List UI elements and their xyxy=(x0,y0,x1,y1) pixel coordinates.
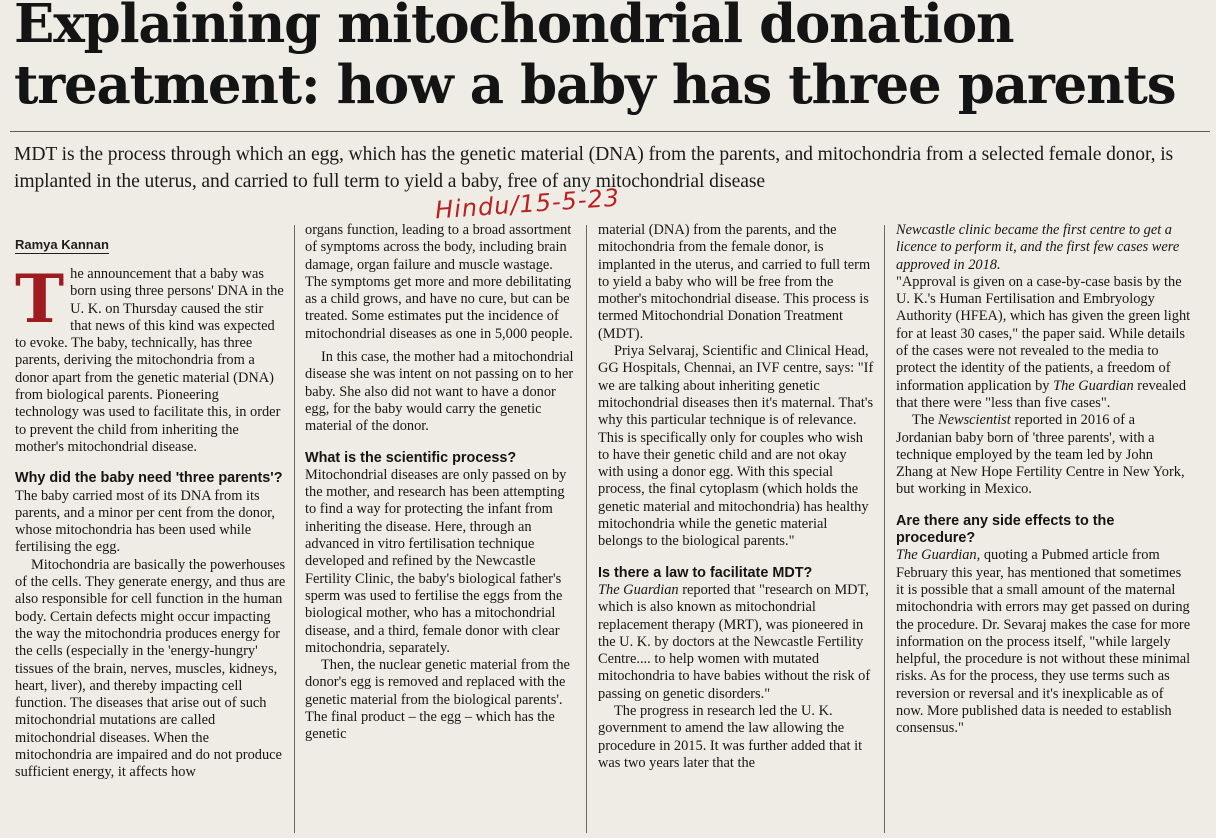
paragraph: The baby carried most of its DNA from its parents, and a minor per cent from the donor, whose mitochondria has been used while fertilising the egg. xyxy=(15,487,275,556)
publication-name: Newscientist xyxy=(937,412,1011,429)
paragraph: Priya Selvaraj, Scientific and Clinical Head, GG Hospitals, Chennai, an IVF centre, says: "If we are talking about inheriting genetic mitochondrial diseases then it's maternal. That's why this particular technique is of relevance. This is specifically only for couples who wish to have their genetic child and are not okay with using a donor egg. With this special process, the final cytoplasm (which holds the genetic material and mitochondria) has healthy mitochondria while the genetic material belongs to the biological parents." xyxy=(598,343,874,550)
paragraph: Then, the nuclear genetic material from the donor's egg is removed and replaced with the genetic material from the biological parents'. The final product – the egg – which has the genetic xyxy=(305,657,570,743)
drop-cap: T xyxy=(15,266,65,338)
lead-paragraph xyxy=(15,266,286,456)
paragraph: The progress in research led the U. K. government to amend the law allowing the procedure in 2015. It was further added that it was two years later that the xyxy=(598,703,863,771)
publication-name: The Guardian xyxy=(1053,377,1134,394)
paragraph-text: revealed that there were "less than five cases". xyxy=(896,377,1187,411)
paragraph xyxy=(896,412,1191,498)
paragraph-text: , quoting a Pubmed article from February this year, has mentioned that sometimes it is possible that a small amount of the maternal mitochondria with errors may get passed on during the procedure. Dr. Sevaraj makes the case for more information on the process itself, "while largely helpful, the procedure is not without these minimal risks. As for the process, they use terms such as reversion or reversal and it's inexplicable as of now. More published data is needed to establish consensus." xyxy=(896,547,1191,737)
column-4 xyxy=(896,222,1191,837)
paragraph: organs function, leading to a broad assortment of symptoms across the body, including brain damage, organ failure and muscle wastage. The symptoms get more and more debilitating as a child grows, and have no cure, but can be treated. Some estimates put the incidence of mitochondrial diseases as one in 5,000 people. xyxy=(305,222,573,342)
column-1 xyxy=(15,266,286,836)
section-heading: Why did the baby need 'three parents'? xyxy=(15,470,283,487)
section-heading: What is the scientific process? xyxy=(305,449,517,466)
column-3 xyxy=(598,222,874,837)
column-divider xyxy=(586,225,587,833)
paragraph xyxy=(598,582,874,703)
paragraph: material (DNA) from the parents, and the mitochondria from the female donor, is implanted in the uterus, and carried to full term to yield a baby who will be free from the mother's mitochondrial disease. This process is termed Mitochondrial Donation Treatment (MDT). xyxy=(598,222,871,342)
standfirst: MDT is the process through which an egg, which has the genetic material (DNA) from the parents, and mitochondria from a selected female donor, is implanted in the uterus, and carried to full term to yield a baby, free of any mitochondrial disease xyxy=(14,144,1174,192)
paragraph: Mitochondrial diseases are only passed on by the mother, and research has been attempting to find a way for protecting the infant from inheriting the disease. Here, through an advanced in vitro fertilisation technique developed and refined by the Newcastle Fertility Clinic, the baby's biological father's sperm was used to fertilise the eggs from the biological mother, who has a mitochondrial disease, and a third, female donor with clear mitochondria, separately. xyxy=(305,466,567,656)
publication-name: The Guardian xyxy=(896,547,977,564)
section-heading: Is there a law to facilitate MDT? xyxy=(598,564,813,581)
paragraph xyxy=(896,547,1191,737)
byline: Ramya Kannan xyxy=(15,237,109,252)
paragraph-text: reported that "research on MDT, which is also known as mitochondrial replacement therapy (MRT), was pioneered in the U. K. by doctors at the Newcastle Fertility Centre.... to help women with mutated mitochondria to have babies without the risk of passing on genetic disorders." xyxy=(598,581,871,702)
lead-text: he announcement that a baby was born using three persons' DNA in the U. K. on Thursday caused the stir that news of this kind was expected to evoke. The baby, technically, has three parents, deriving the mitochondria from a donor apart from the genetic material (DNA) from biological parents. Pioneering technology was used to facilitate this, in order to prevent the child from inheriting the mother's mitochondrial disease. xyxy=(15,266,284,455)
column-divider xyxy=(884,225,885,833)
column-divider xyxy=(294,225,295,833)
paragraph-text: reported in 2016 of a Jordanian baby born of 'three parents', with a technique employed by the team led by John Zhang at New Hope Fertility Centre in New York, but working in Mexico. xyxy=(896,412,1185,498)
paragraph: In this case, the mother had a mitochondrial disease she was intent on not passing on to her baby. She also did not want to have a donor egg, for the baby would carry the genetic material of the donor. xyxy=(305,349,574,435)
paragraph: Mitochondria are basically the powerhouses of the cells. They generate energy, and thus are also responsible for cell function in the human body. Certain defects might occur impacting the way the mitochondria produces energy for the cells (especially in the 'energy-hungry' tissues of the brain, nerves, muscles, kidneys, heart, liver), and thereby impacting cell function. The diseases that arise out of such mitochondrial mutations are called mitochondrial diseases. When the mitochondria are impaired and do not produce sufficient energy, it affects how xyxy=(15,556,286,781)
column-2 xyxy=(305,222,575,837)
section-heading: Are there any side effects to the procedure? xyxy=(896,512,1115,547)
headline: Explaining mitochondrial donation treatment: how a baby has three parents xyxy=(14,0,1176,116)
paragraph xyxy=(896,274,1191,412)
headline-rule xyxy=(10,131,1210,132)
paragraph-text: "Approval is given on a case-by-case basis by the U. K.'s Human Fertilisation and Embryology Authority (HFEA), which has given the green light for at least 30 cases," the paper said. While details of the cases were not revealed to the media to protect the identity of the patients, a freedom of information application by xyxy=(896,273,1191,394)
publication-name: The Guardian xyxy=(598,581,679,598)
paragraph: Newcastle clinic became the first centre to get a licence to perform it, and the first few cases were approved in 2018. xyxy=(896,222,1180,273)
paragraph-text: The xyxy=(912,412,938,429)
handwritten-date-note: Hindu/15-5-23 xyxy=(434,183,621,225)
